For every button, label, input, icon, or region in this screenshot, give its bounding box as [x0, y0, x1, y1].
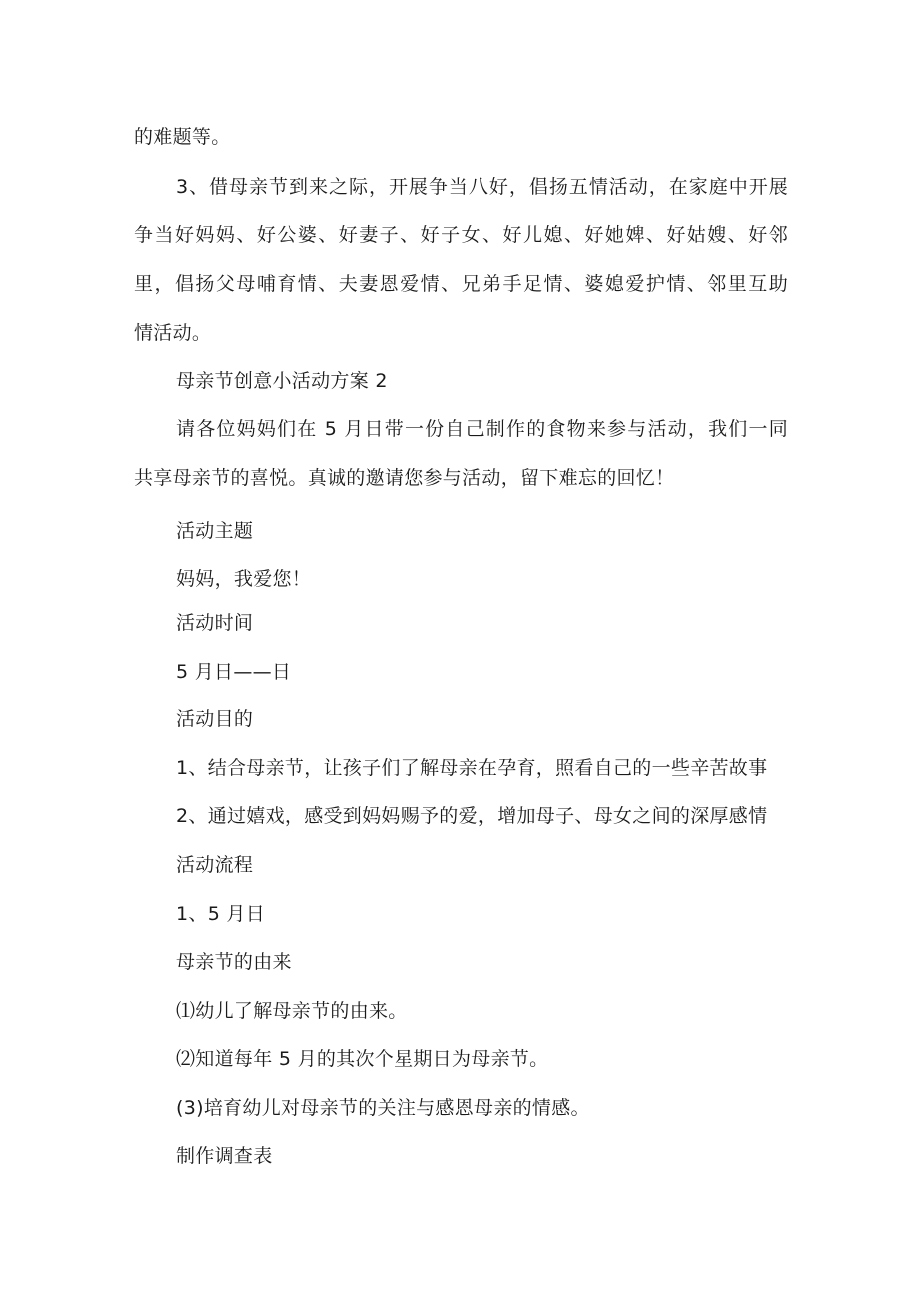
text-line: 3、借母亲节到来之际，开展争当八好，倡扬五情活动，在家庭中开展: [176, 176, 788, 198]
text-line: 情活动。: [134, 322, 212, 344]
subheading: 活动时间: [176, 612, 254, 634]
list-item: 1、结合母亲节，让孩子们了解母亲在孕育，照看自己的一些辛苦故事: [176, 757, 768, 779]
text-line: 母亲节的由来: [176, 951, 292, 973]
text-line: 制作调查表: [176, 1145, 273, 1167]
text-line: 争当好妈妈、好公婆、好妻子、好子女、好儿媳、好她婢、好姑嫂、好邻: [134, 224, 788, 246]
text-line: 的难题等。: [134, 126, 231, 148]
subheading: 活动主题: [176, 520, 254, 542]
section-heading: 母亲节创意小活动方案 2: [176, 370, 388, 392]
subheading: 活动目的: [176, 708, 254, 730]
text-line: 共享母亲节的喜悦。真诚的邀请您参与活动，留下难忘的回忆！: [134, 467, 675, 489]
text-line: 里，倡扬父母哺育情、夫妻恩爱情、兄弟手足情、婆媳爱护情、邻里互助: [134, 273, 788, 295]
list-item: 1、5 月日: [176, 903, 266, 925]
text-line: 5 月日——日: [176, 661, 292, 683]
list-item: 2、通过嬉戏，感受到妈妈赐予的爱，增加母子、母女之间的深厚感情: [176, 805, 768, 827]
list-item: ⑵知道每年 5 月的其次个星期日为母亲节。: [176, 1048, 549, 1070]
text-line: 请各位妈妈们在 5 月日带一份自己制作的食物来参与活动，我们一同: [176, 418, 788, 440]
subheading: 活动流程: [176, 854, 254, 876]
text-line: 妈妈，我爱您！: [176, 568, 312, 590]
list-item: ⑴幼儿了解母亲节的由来。: [176, 1000, 408, 1022]
list-item: (3)培育幼儿对母亲节的关注与感恩母亲的情感。: [176, 1097, 590, 1119]
